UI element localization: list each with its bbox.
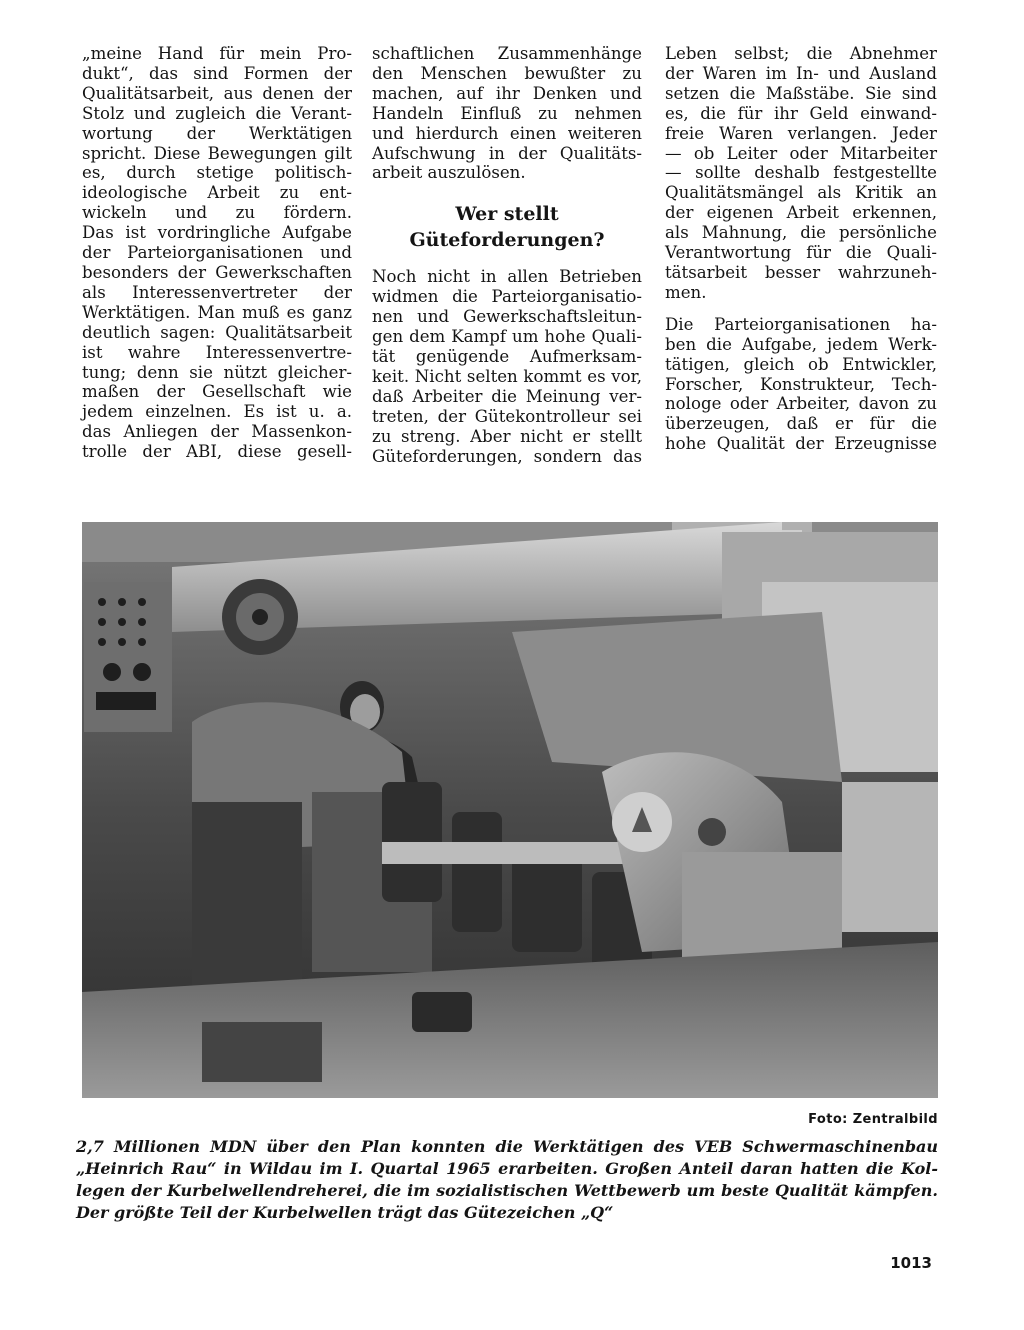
text-line: überzeugen, daß er für die (665, 414, 937, 434)
text-line: wortung der Werktätigen (82, 123, 352, 143)
text-line: Qualitätsarbeit, aus denen der (82, 83, 352, 103)
text-line: tätsarbeit besser wahrzuneh- (665, 262, 937, 282)
text-line: — ob Leiter oder Mitarbeiter (665, 143, 937, 163)
text-line: keit. Nicht selten kommt es vor, (372, 366, 642, 386)
text-column-2 (372, 44, 642, 466)
text-line: setzen die Maßstäbe. Sie sind (665, 83, 937, 103)
text-line: das Anliegen der Massenkon- (82, 422, 352, 442)
text-line: den Menschen bewußter zu (372, 63, 642, 83)
text-line: trolle der ABI, diese gesell- (82, 442, 352, 462)
text-line: freie Waren verlangen. Jeder (665, 123, 937, 143)
text-line: — sollte deshalb festgestellte (665, 163, 937, 183)
text-line: zu streng. Aber nicht er stellt (372, 426, 642, 446)
text-line: Forscher, Konstrukteur, Tech- (665, 374, 937, 394)
text-line: hohe Qualität der Erzeugnisse (665, 434, 937, 454)
text-line: tätigen, gleich ob Entwickler, (665, 354, 937, 374)
text-line: besonders der Gewerkschaften (82, 262, 352, 282)
caption-line: „Heinrich Rau“ in Wildau im I. Quartal 1965 erarbeiten. Großen Anteil daran hatten die Kol- (76, 1159, 938, 1178)
text-line: Werktätigen. Man muß es ganz (82, 302, 352, 322)
text-line: der eigenen Arbeit erkennen, (665, 203, 937, 223)
text-line: spricht. Diese Bewegungen gilt (82, 143, 352, 163)
text-line: dukt“, das sind Formen der (82, 63, 352, 83)
text-line: widmen die Parteiorganisatio- (372, 287, 642, 307)
page-number: 1013 (890, 1254, 932, 1272)
text-line: tät genügende Aufmerksam- (372, 346, 642, 366)
text-line: tung; denn sie nützt gleicher- (82, 362, 352, 382)
text-line: gen dem Kampf um hohe Quali- (372, 327, 642, 347)
workshop-photo-illustration (82, 522, 938, 1098)
text-line: ideologische Arbeit zu ent- (82, 183, 352, 203)
text-line: Noch nicht in allen Betrieben (372, 267, 642, 287)
text-line: nologe oder Arbeiter, davon zu (665, 394, 937, 414)
photo-credit: Foto: Zentralbild (808, 1112, 938, 1127)
text-line: Güteforderungen, sondern das (372, 446, 642, 466)
text-line: men. (665, 282, 707, 302)
section-heading-line: Wer stellt (455, 203, 559, 226)
text-line: „meine Hand für mein Pro- (82, 44, 352, 63)
text-column-3 (665, 44, 937, 454)
workshop-photo (82, 522, 938, 1098)
text-line: ben die Aufgabe, jedem Werk- (665, 334, 937, 354)
caption-line: legen der Kurbelwellendreherei, die im sozialistischen Wettbewerb um beste Qualität kämpfen. (76, 1181, 938, 1200)
section-heading-line: Güteforderungen? (409, 229, 605, 252)
text-column-1 (82, 44, 352, 462)
text-line: als Mahnung, die persönliche (665, 223, 937, 243)
text-line: Leben selbst; die Abnehmer (665, 44, 937, 63)
text-line: Handeln Einfluß zu nehmen (372, 103, 642, 123)
text-line: Verantwortung für die Quali- (665, 243, 937, 263)
text-line: Aufschwung in der Qualitäts- (372, 143, 642, 163)
text-line: als Interessenvertreter der (82, 282, 352, 302)
text-line: der Parteiorganisationen und (82, 243, 352, 263)
text-line: nen und Gewerkschaftsleitun- (372, 307, 642, 327)
caption-line: 2,7 Millionen MDN über den Plan konnten die Werktätigen des VEB Schwermaschinenbau (76, 1137, 938, 1156)
text-line: es, durch stetige politisch- (82, 163, 352, 183)
text-line: treten, der Gütekontrolleur sei (372, 406, 642, 426)
text-line: maßen der Gesellschaft wie (82, 382, 352, 402)
text-line: schaftlichen Zusammenhänge (372, 44, 642, 63)
text-line: Das ist vordringliche Aufgabe (82, 223, 352, 243)
text-line: daß Arbeiter die Meinung ver- (372, 386, 642, 406)
text-line: es, die für ihr Geld einwand- (665, 103, 937, 123)
section-heading (372, 201, 642, 253)
text-line: wickeln und zu fördern. (82, 203, 352, 223)
paragraph-gap (665, 303, 937, 315)
caption-line: Der größte Teil der Kurbelwellen trägt das Gütezeichen „Q“ (76, 1203, 614, 1222)
text-line: jedem einzelnen. Es ist u. a. (82, 402, 352, 422)
text-line: der Waren im In- und Ausland (665, 63, 937, 83)
text-line: deutlich sagen: Qualitätsarbeit (82, 322, 352, 342)
photo-caption (76, 1136, 938, 1224)
text-line: und hierdurch einen weiteren (372, 123, 642, 143)
text-line: Die Parteiorganisationen ha- (665, 314, 937, 334)
text-line: machen, auf ihr Denken und (372, 83, 642, 103)
text-line: Qualitätsmängel als Kritik an (665, 183, 937, 203)
text-line: ist wahre Interessenvertre- (82, 342, 352, 362)
text-line: Stolz und zugleich die Verant- (82, 103, 352, 123)
text-line: arbeit auszulösen. (372, 163, 526, 183)
